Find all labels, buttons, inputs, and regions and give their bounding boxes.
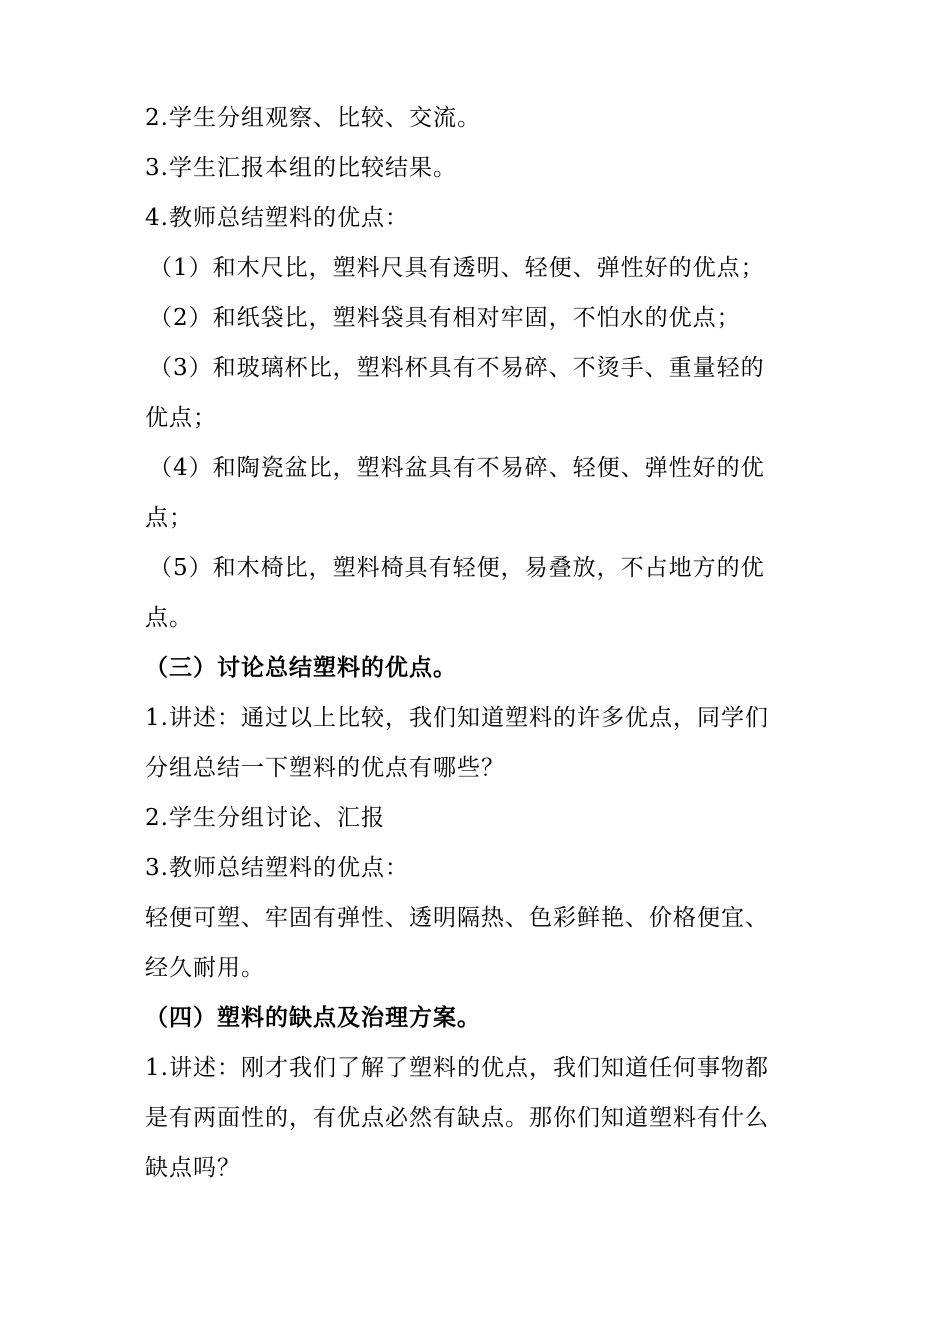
section-heading: （三）讨论总结塑料的优点。 xyxy=(145,655,457,681)
paragraph-line: 点。 xyxy=(145,605,193,631)
document-body xyxy=(145,93,815,1193)
paragraph-line: 缺点吗？ xyxy=(145,1155,241,1181)
paragraph-line: 点； xyxy=(145,505,193,531)
paragraph-line: 3.教师总结塑料的优点： xyxy=(145,855,409,881)
section-heading: （四）塑料的缺点及治理方案。 xyxy=(145,1005,481,1031)
paragraph-line: 3.学生汇报本组的比较结果。 xyxy=(145,155,457,181)
paragraph-line: 2.学生分组讨论、汇报 xyxy=(145,805,385,831)
paragraph-line: 4.教师总结塑料的优点： xyxy=(145,205,409,231)
list-item: （4）和陶瓷盆比，塑料盆具有不易碎、轻便、弹性好的优 xyxy=(149,455,765,481)
list-item: （3）和玻璃杯比，塑料杯具有不易碎、不烫手、重量轻的 xyxy=(149,355,765,381)
paragraph-line: 分组总结一下塑料的优点有哪些？ xyxy=(145,755,505,781)
paragraph-line: 经久耐用。 xyxy=(145,955,265,981)
paragraph-line: 优点； xyxy=(145,405,217,431)
paragraph-line: 轻便可塑、牢固有弹性、透明隔热、色彩鲜艳、价格便宜、 xyxy=(145,905,769,931)
list-item: （5）和木椅比，塑料椅具有轻便，易叠放，不占地方的优 xyxy=(149,555,765,581)
paragraph-line: 是有两面性的，有优点必然有缺点。那你们知道塑料有什么 xyxy=(145,1105,769,1131)
paragraph-line: 1.讲述：通过以上比较，我们知道塑料的许多优点，同学们 xyxy=(145,705,769,731)
paragraph-line: 2.学生分组观察、比较、交流。 xyxy=(145,105,481,131)
list-item: （1）和木尺比，塑料尺具有透明、轻便、弹性好的优点； xyxy=(149,255,765,281)
paragraph-line: 1.讲述：刚才我们了解了塑料的优点，我们知道任何事物都 xyxy=(145,1055,769,1081)
list-item: （2）和纸袋比，塑料袋具有相对牢固，不怕水的优点； xyxy=(149,305,741,331)
